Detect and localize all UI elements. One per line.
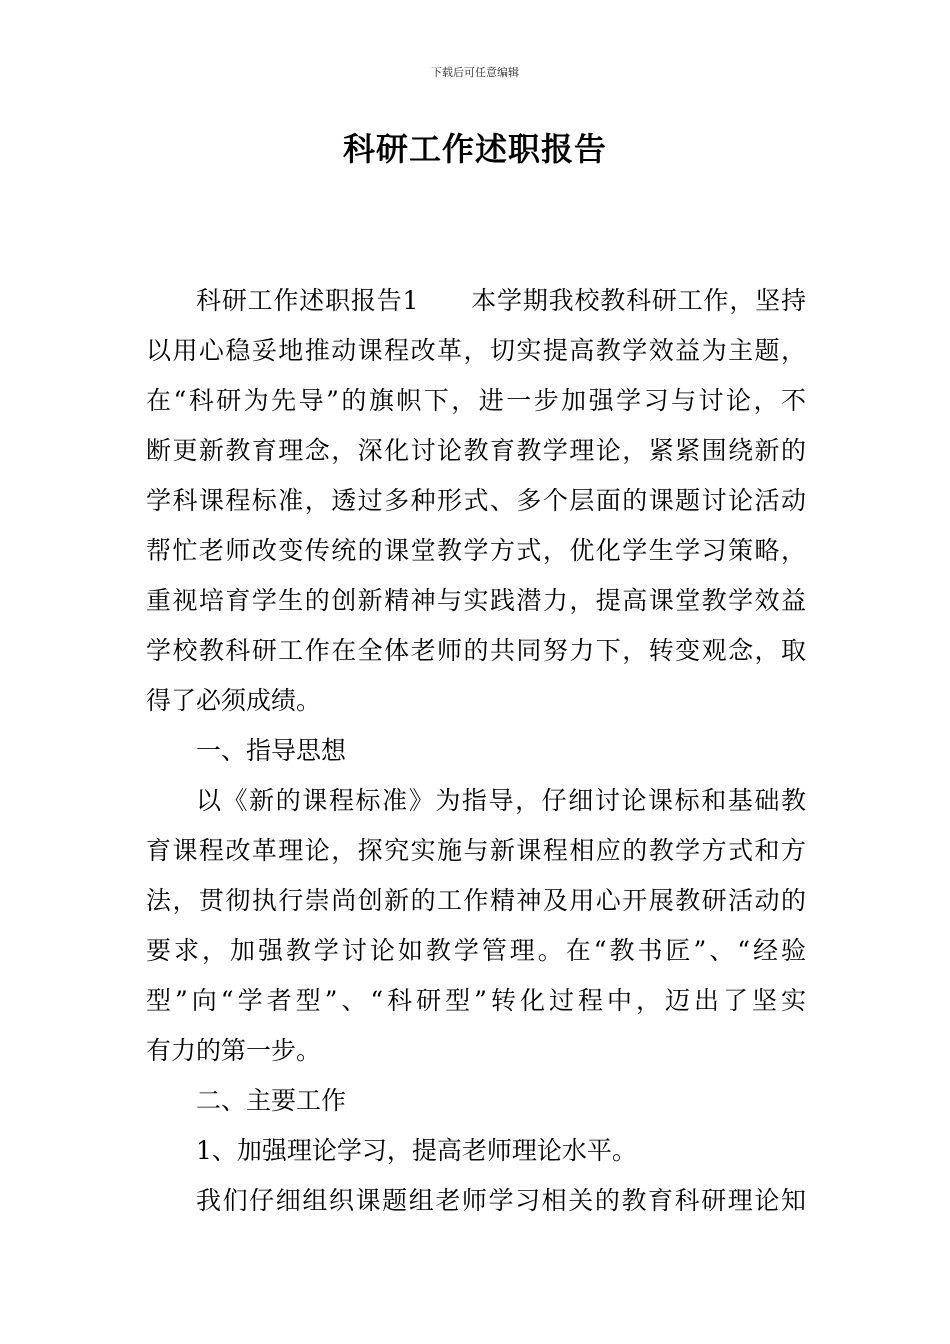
paragraph-line: 得了必须成绩。: [146, 686, 322, 715]
paragraph-line: 学校教科研工作在全体老师的共同努力下，转变观念，取: [146, 636, 806, 665]
paragraph-line: 断更新教育理念，深化讨论教育教学理论，紧紧围绕新的: [146, 436, 806, 465]
paragraph-text: 本学期我校教科研工作，坚持: [470, 286, 806, 315]
section-heading: 一、指导思想: [196, 736, 347, 765]
report-section-label: 科研工作述职报告1: [196, 286, 419, 315]
paragraph-line: 重视培育学生的创新精神与实践潜力，提高课堂教学效益: [146, 586, 806, 615]
document-title: 科研工作述职报告: [342, 130, 607, 168]
paragraph-line: 在“科研为先导”的旗帜下，进一步加强学习与讨论，不: [146, 386, 806, 415]
paragraph-line: 学科课程标准，透过多种形式、多个层面的课题讨论活动: [146, 486, 806, 515]
paragraph-line: 以用心稳妥地推动课程改革，切实提高教学效益为主题，: [146, 336, 806, 365]
header-note: 下载后可任意编辑: [431, 66, 519, 79]
paragraph-line: 我们仔细组织课题组老师学习相关的教育科研理论知: [196, 1186, 806, 1215]
paragraph-line: 帮忙老师改变传统的课堂教学方式，优化学生学习策略，: [146, 536, 806, 565]
document-body: [146, 276, 806, 1226]
subsection-heading: 1、加强理论学习，提高老师理论水平。: [196, 1136, 637, 1165]
paragraph-line: 型”向“学者型”、“科研型”转化过程中，迈出了坚实: [146, 986, 806, 1015]
paragraph-line: 法，贯彻执行崇尚创新的工作精神及用心开展教研活动的: [146, 886, 806, 915]
paragraph-line: 育课程改革理论，探究实施与新课程相应的教学方式和方: [146, 836, 806, 865]
paragraph-line: [146, 276, 806, 326]
paragraph-line: 有力的第一步。: [146, 1036, 322, 1065]
paragraph-line: 以《新的课程标准》为指导，仔细讨论课标和基础教: [196, 786, 806, 815]
paragraph-line: 要求，加强教学讨论如教学管理。在“教书匠”、“经验: [146, 936, 806, 965]
section-heading: 二、主要工作: [196, 1086, 347, 1115]
